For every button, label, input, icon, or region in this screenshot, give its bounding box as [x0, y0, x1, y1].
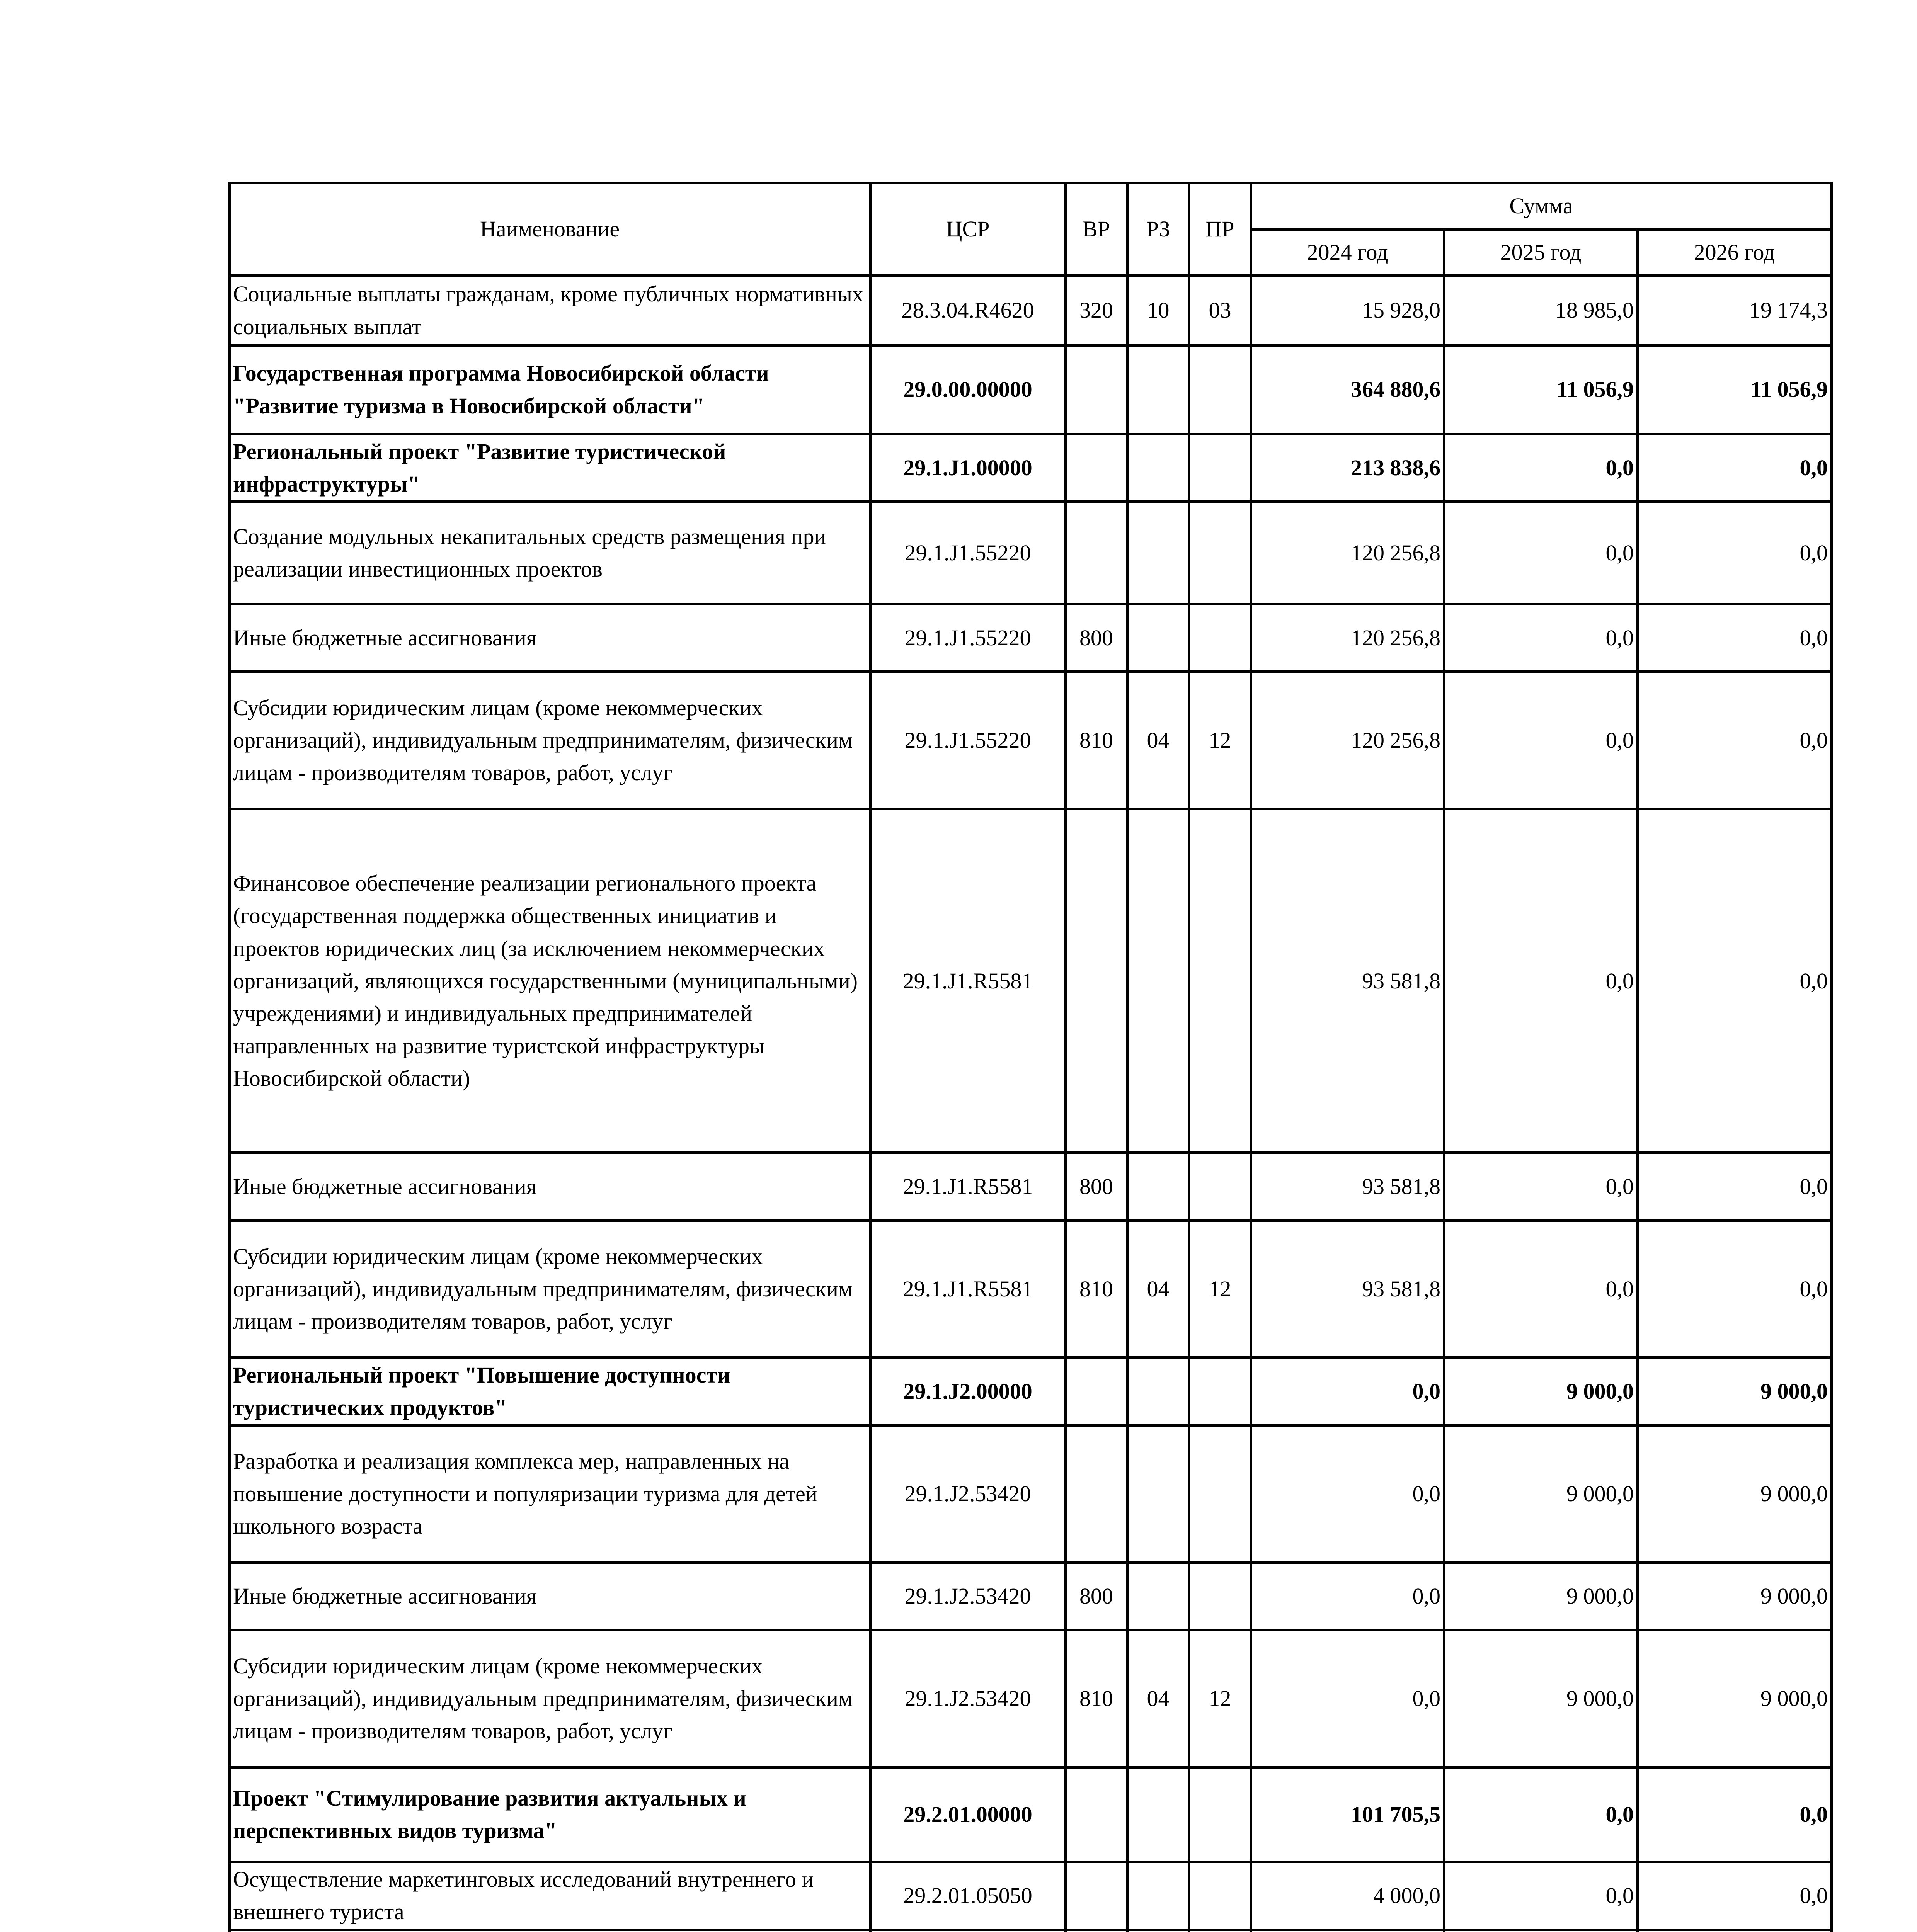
cell-y2025: 0,0: [1444, 604, 1638, 672]
cell-pr: 12: [1189, 672, 1251, 809]
header-sum: Сумма: [1251, 183, 1832, 230]
header-2026: 2026 год: [1638, 230, 1832, 276]
cell-y2024: 93 581,8: [1251, 1153, 1444, 1221]
table-row: [230, 1630, 1832, 1767]
cell-pr: [1189, 1358, 1251, 1425]
cell-y2024: [1251, 1930, 1444, 1932]
cell-y2025: 9 000,0: [1444, 1425, 1638, 1563]
cell-name: Иные бюджетные ассигнования: [230, 1153, 870, 1221]
cell-name: Иные бюджетные ассигнования: [230, 604, 870, 672]
cell-vr: 320: [1066, 276, 1127, 345]
cell-name: Финансовое обеспечение реализации регионального проекта (государственная поддержка общественных инициатив и проектов юридических лиц (за исключением некоммерческих организаций, являющихся государственными (муниципальными) учреждениями) и индивидуальных предпринимателей направленных на развитие туристской инфраструктуры Новосибирской области): [230, 809, 870, 1153]
cell-csr: 28.3.04.R4620: [870, 276, 1066, 345]
cell-csr: 29.1.J1.55220: [870, 672, 1066, 809]
cell-y2024: 0,0: [1251, 1358, 1444, 1425]
cell-rz: [1127, 1862, 1189, 1930]
cell-rz: [1127, 502, 1189, 604]
cell-pr: [1189, 1153, 1251, 1221]
cell-name: Иные бюджетные ассигнования: [230, 1563, 870, 1630]
cell-rz: 04: [1127, 1221, 1189, 1358]
cell-vr: 800: [1066, 1153, 1127, 1221]
table-row: [230, 1358, 1832, 1425]
cell-vr: 800: [1066, 604, 1127, 672]
header-2024: 2024 год: [1251, 230, 1444, 276]
cell-pr: [1189, 1930, 1251, 1932]
cell-y2024: 120 256,8: [1251, 672, 1444, 809]
cell-csr: 29.1.J1.R5581: [870, 1153, 1066, 1221]
cell-y2026: 0,0: [1638, 1862, 1832, 1930]
cell-csr: 29.1.J2.53420: [870, 1425, 1066, 1563]
cell-rz: [1127, 1153, 1189, 1221]
cell-vr: [1066, 1767, 1127, 1862]
cell-name: Осуществление маркетинговых исследований внутреннего и внешнего туриста: [230, 1862, 870, 1930]
cell-y2025: 18 985,0: [1444, 276, 1638, 345]
table-row: [230, 502, 1832, 604]
cell-y2024: 120 256,8: [1251, 604, 1444, 672]
cell-y2025: 0,0: [1444, 1153, 1638, 1221]
cell-vr: 810: [1066, 672, 1127, 809]
cell-vr: [1066, 1425, 1127, 1563]
cell-rz: 04: [1127, 672, 1189, 809]
cell-y2024: 0,0: [1251, 1630, 1444, 1767]
table-row: [230, 809, 1832, 1153]
table-row: [230, 1221, 1832, 1358]
cell-y2026: 9 000,0: [1638, 1563, 1832, 1630]
cell-y2025: 0,0: [1444, 434, 1638, 502]
cell-pr: [1189, 1563, 1251, 1630]
cell-csr: 29.1.J1.R5581: [870, 809, 1066, 1153]
cell-name: Создание модульных некапитальных средств размещения при реализации инвестиционных проектов: [230, 502, 870, 604]
cell-rz: [1127, 604, 1189, 672]
cell-vr: [1066, 809, 1127, 1153]
cell-csr: 29.1.J1.R5581: [870, 1221, 1066, 1358]
cell-vr: 800: [1066, 1563, 1127, 1630]
cell-vr: [1066, 345, 1127, 434]
cell-y2025: 9 000,0: [1444, 1358, 1638, 1425]
cell-rz: [1127, 345, 1189, 434]
cell-y2024: 213 838,6: [1251, 434, 1444, 502]
cell-name: Разработка и реализация комплекса мер, направленных на повышение доступности и популяризации туризма для детей школьного возраста: [230, 1425, 870, 1563]
table-row: [230, 1153, 1832, 1221]
cell-name: [230, 1930, 870, 1932]
table-row: [230, 434, 1832, 502]
cell-name: Государственная программа Новосибирской области "Развитие туризма в Новосибирской области": [230, 345, 870, 434]
header-rz: РЗ: [1127, 183, 1189, 276]
cell-rz: [1127, 1358, 1189, 1425]
cell-vr: [1066, 1862, 1127, 1930]
cell-y2026: 0,0: [1638, 809, 1832, 1153]
cell-y2024: 15 928,0: [1251, 276, 1444, 345]
cell-pr: 12: [1189, 1630, 1251, 1767]
cell-y2024: 93 581,8: [1251, 1221, 1444, 1358]
cell-y2024: 4 000,0: [1251, 1862, 1444, 1930]
cell-y2026: [1638, 1930, 1832, 1932]
cell-pr: [1189, 1767, 1251, 1862]
cell-y2026: 0,0: [1638, 502, 1832, 604]
cell-csr: 29.2.01.05050: [870, 1862, 1066, 1930]
cell-y2026: 0,0: [1638, 434, 1832, 502]
cell-pr: [1189, 1425, 1251, 1563]
cell-y2026: 9 000,0: [1638, 1358, 1832, 1425]
header-name: Наименование: [230, 183, 870, 276]
cell-pr: [1189, 1862, 1251, 1930]
cell-vr: 810: [1066, 1630, 1127, 1767]
cell-name: Субсидии юридическим лицам (кроме некоммерческих организаций), индивидуальным предпринимателям, физическим лицам - производителям товаров, работ, услуг: [230, 1221, 870, 1358]
cell-csr: 29.1.J2.00000: [870, 1358, 1066, 1425]
cell-rz: [1127, 1930, 1189, 1932]
cell-pr: [1189, 502, 1251, 604]
cell-csr: [870, 1930, 1066, 1932]
cell-pr: [1189, 345, 1251, 434]
cell-vr: [1066, 502, 1127, 604]
cell-rz: [1127, 1767, 1189, 1862]
cell-y2024: 364 880,6: [1251, 345, 1444, 434]
cell-y2026: 0,0: [1638, 1153, 1832, 1221]
table-row: [230, 1425, 1832, 1563]
cell-vr: 810: [1066, 1221, 1127, 1358]
cell-pr: 12: [1189, 1221, 1251, 1358]
table-row: [230, 1563, 1832, 1630]
cell-rz: [1127, 1425, 1189, 1563]
cell-y2025: 9 000,0: [1444, 1563, 1638, 1630]
cell-y2025: 0,0: [1444, 672, 1638, 809]
cell-csr: 29.2.01.00000: [870, 1767, 1066, 1862]
cell-y2026: 9 000,0: [1638, 1630, 1832, 1767]
table-body: [230, 276, 1832, 1932]
cell-name: Субсидии юридическим лицам (кроме некоммерческих организаций), индивидуальным предпринимателям, физическим лицам - производителям товаров, работ, услуг: [230, 672, 870, 809]
cell-vr: [1066, 1930, 1127, 1932]
budget-table: [228, 182, 1833, 1932]
cell-vr: [1066, 1358, 1127, 1425]
cell-y2026: 19 174,3: [1638, 276, 1832, 345]
cell-y2024: 0,0: [1251, 1425, 1444, 1563]
cell-y2024: 101 705,5: [1251, 1767, 1444, 1862]
header-pr: ПР: [1189, 183, 1251, 276]
cell-name: Социальные выплаты гражданам, кроме публичных нормативных социальных выплат: [230, 276, 870, 345]
cell-y2026: 0,0: [1638, 1221, 1832, 1358]
cell-y2025: [1444, 1930, 1638, 1932]
header-2025: 2025 год: [1444, 230, 1638, 276]
cell-y2025: 11 056,9: [1444, 345, 1638, 434]
table-row: [230, 1862, 1832, 1930]
cell-y2025: 0,0: [1444, 1767, 1638, 1862]
cell-name: Региональный проект "Повышение доступности туристических продуктов": [230, 1358, 870, 1425]
cell-csr: 29.1.J1.55220: [870, 502, 1066, 604]
table-row: [230, 345, 1832, 434]
table-row: [230, 276, 1832, 345]
table-row: [230, 1767, 1832, 1862]
cell-name: Проект "Стимулирование развития актуальных и перспективных видов туризма": [230, 1767, 870, 1862]
cell-y2024: 93 581,8: [1251, 809, 1444, 1153]
cell-pr: 03: [1189, 276, 1251, 345]
cell-csr: 29.1.J2.53420: [870, 1563, 1066, 1630]
table-row: [230, 1930, 1832, 1932]
cell-y2025: 0,0: [1444, 1862, 1638, 1930]
cell-rz: 10: [1127, 276, 1189, 345]
cell-y2024: 120 256,8: [1251, 502, 1444, 604]
header-csr: ЦСР: [870, 183, 1066, 276]
cell-y2025: 0,0: [1444, 1221, 1638, 1358]
cell-y2024: 0,0: [1251, 1563, 1444, 1630]
cell-name: Региональный проект "Развитие туристической инфраструктуры": [230, 434, 870, 502]
cell-y2026: 0,0: [1638, 604, 1832, 672]
cell-rz: 04: [1127, 1630, 1189, 1767]
cell-y2026: 11 056,9: [1638, 345, 1832, 434]
cell-y2026: 0,0: [1638, 1767, 1832, 1862]
cell-vr: [1066, 434, 1127, 502]
cell-name: Субсидии юридическим лицам (кроме некоммерческих организаций), индивидуальным предпринимателям, физическим лицам - производителям товаров, работ, услуг: [230, 1630, 870, 1767]
header-vr: ВР: [1066, 183, 1127, 276]
cell-y2026: 0,0: [1638, 672, 1832, 809]
cell-y2025: 0,0: [1444, 809, 1638, 1153]
cell-csr: 29.1.J1.55220: [870, 604, 1066, 672]
cell-csr: 29.1.J1.00000: [870, 434, 1066, 502]
cell-rz: [1127, 1563, 1189, 1630]
cell-rz: [1127, 434, 1189, 502]
cell-y2025: 9 000,0: [1444, 1630, 1638, 1767]
cell-y2026: 9 000,0: [1638, 1425, 1832, 1563]
cell-csr: 29.0.00.00000: [870, 345, 1066, 434]
cell-csr: 29.1.J2.53420: [870, 1630, 1066, 1767]
cell-pr: [1189, 604, 1251, 672]
cell-pr: [1189, 434, 1251, 502]
cell-pr: [1189, 809, 1251, 1153]
cell-y2025: 0,0: [1444, 502, 1638, 604]
table-row: [230, 672, 1832, 809]
table-row: [230, 604, 1832, 672]
cell-rz: [1127, 809, 1189, 1153]
